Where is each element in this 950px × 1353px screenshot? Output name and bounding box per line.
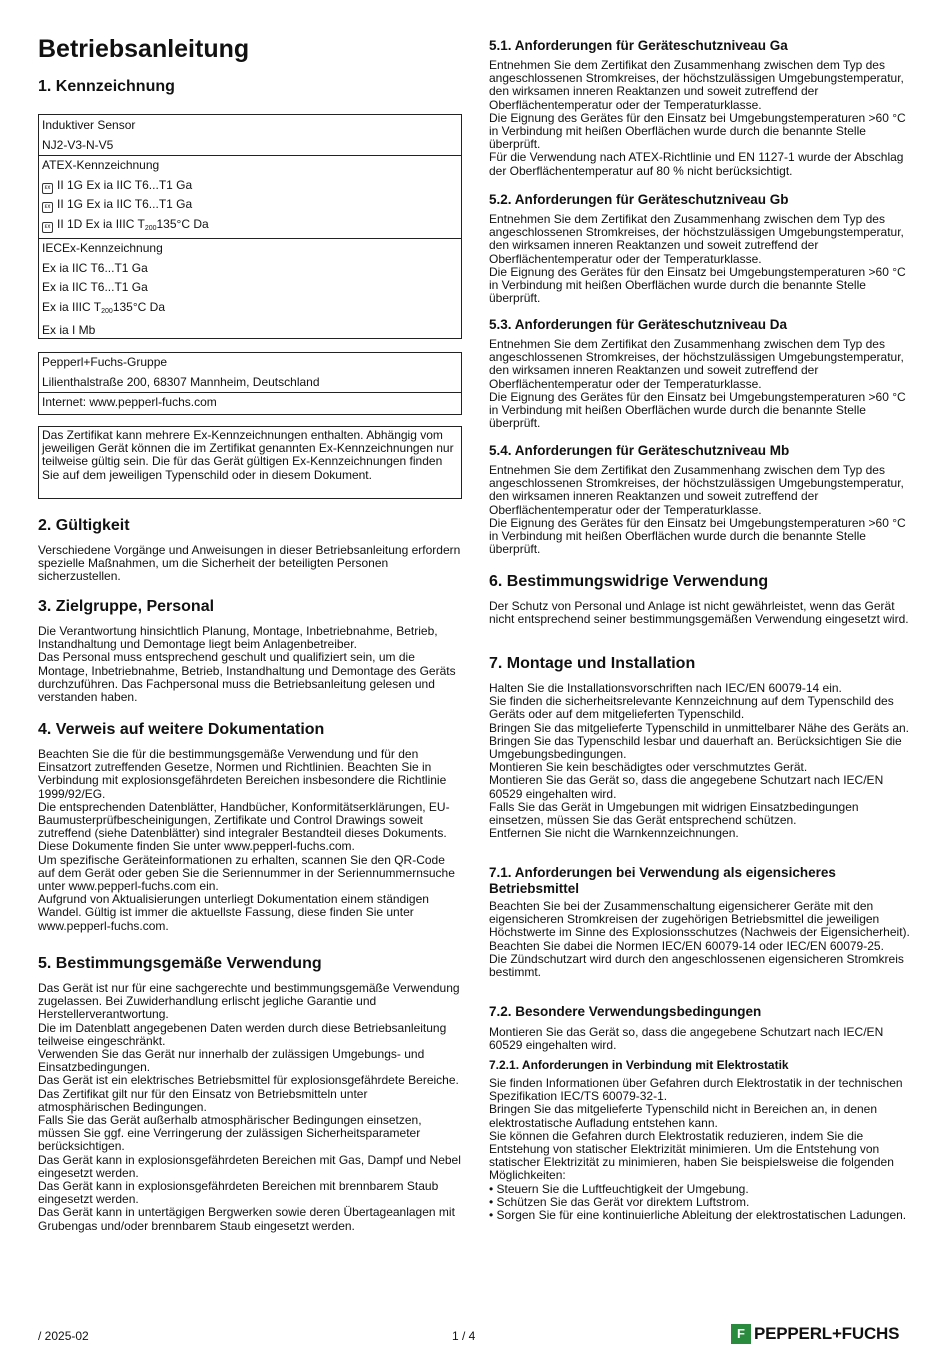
pepperl-fuchs-logo-icon xyxy=(731,1323,899,1345)
section-2-heading: 2. Gültigkeit xyxy=(38,517,130,534)
section-7-heading: 7. Montage und Installation xyxy=(489,655,696,672)
logo-text: PEPPERL+FUCHS xyxy=(754,1324,900,1343)
section-5-text: Das Gerät ist nur für eine sachgerechte und bestimmungsgemäße Verwendung zugelassen. Bei Zuwiderhandlung erlischt jegliche Garantie und Herstellerverantwortung. Die im Datenblatt angegebenen Daten werden durch diese Betriebsanleitung teilweise eingeschränkt. Verwenden Sie das Gerät nur innerhalb der zulässigen Umgebungs- und Einsatzbedingungen. Das Gerät ist ein elektrisches Betriebsmittel für explosionsgefährdete Bereiche. Das Zertifikat gilt nur für den Einsatz von Betriebsmitteln unter atmosphärischen Bedingungen. Falls Sie das Gerät außerhalb atmosphärischer Bedingungen einsetzen, müssen Sie ggf. eine Verringerung der zulässigen Sicherheitsparameter berücksichtigen. Das Gerät kann in explosionsgefährdeten Bereichen mit Gas, Dampf und Nebel eingesetzt werden. Das Gerät kann in explosionsgefährdeten Bereichen mit brennbarem Staub eingesetzt werden. Das Gerät kann in untertägigen Bergwerken sowie deren Übertageanlagen mit Grubengas und/oder brennbarem Staub eingesetzt werden. xyxy=(38,981,461,1233)
section-5-4-heading: 5.4. Anforderungen für Geräteschutzniveau Mb xyxy=(489,443,790,458)
section-5-heading: 5. Bestimmungsgemäße Verwendung xyxy=(38,955,322,972)
section-5-4-text: Entnehmen Sie dem Zertifikat den Zusammenhang zwischen dem Typ des angeschlossenen Stromkreises, der höchstzulässigen Umgebungstemperatur, den wirksamen inneren Reaktanzen und soweit zutreffend der Oberflächentemperatur oder der Temperaturklasse. Die Eignung des Gerätes für den Einsatz bei Umgebungstemperaturen >60 °C in Verbindung mit heißen Oberflächen wurde durch die benannte Stelle überprüft. xyxy=(489,463,906,557)
company-name: Pepperl+Fuchs-Gruppe xyxy=(42,355,168,369)
list-item: • Schützen Sie das Gerät vor direktem Luftstrom. xyxy=(489,1194,750,1209)
section-5-3-heading: 5.3. Anforderungen für Geräteschutzniveau Da xyxy=(489,317,788,332)
iecex-marking-3: Ex ia IIIC $T_{200}135^\circ C$ Da xyxy=(42,299,165,315)
ex-marking-icon: εx xyxy=(42,222,53,233)
atex-marking-3: εx II 1D Ex ia IIIC $T_{200}135^\circ C$ Da xyxy=(39,215,461,239)
atex-marking-1: εx II 1G Ex ia IIC T6...T1 Ga xyxy=(39,176,461,196)
iecex-marking-1: Ex ia IIC T6...T1 Ga xyxy=(42,260,148,275)
section-7-2-1-heading: 7.2.1. Anforderungen in Verbindung mit Elektrostatik xyxy=(489,1058,789,1072)
company-internet: Internet: www.pepperl-fuchs.com xyxy=(42,395,217,409)
electrostatics-measures-list xyxy=(489,1183,913,1223)
list-item: • Sorgen Sie für eine kontinuierliche Ableitung der elektrostatischen Ladungen. xyxy=(489,1208,907,1223)
section-3-heading: 3. Zielgruppe, Personal xyxy=(38,598,215,615)
section-7-2-heading: 7.2. Besondere Verwendungsbedingungen xyxy=(489,1004,762,1019)
product-type: Induktiver Sensor xyxy=(42,118,136,132)
section-5-2-heading: 5.2. Anforderungen für Geräteschutzniveau Gb xyxy=(489,192,789,207)
manufacturer-table xyxy=(38,352,462,415)
marking-table xyxy=(38,114,462,339)
section-5-1-heading: 5.1. Anforderungen für Geräteschutzniveau Ga xyxy=(489,38,788,53)
section-4-text: Beachten Sie die für die bestimmungsgemäße Verwendung und für den Einsatzort zutreffenden Gesetze, Normen und Richtlinien. Beachten Sie in Verbindung mit explosionsgefährdeten Bereichen insbesondere die Richtlinie 1999/92/EG. Die entsprechenden Datenblätter, Handbücher, Konformitätserklärungen, EU-Baumusterprüfbescheinigungen, Zertifikate und Control Drawings soweit zutreffend (siehe Datenblätter) sind integraler Bestandteil dieses Dokuments. Diese Dokumente finden Sie unter www.pepperl-fuchs.com. Um spezifische Geräteinformationen zu erhalten, scannen Sie den QR-Code auf dem Gerät oder geben Sie die Seriennummer in der Seriennummernsuche unter www.pepperl-fuchs.com ein. Aufgrund von Aktualisierungen unterliegt Dokumentation einem ständigen Wandel. Gültig ist immer die aktuellste Fassung, diese finden Sie unter www.pepperl-fuchs.com. xyxy=(38,747,455,933)
ex-marking-icon: εx xyxy=(42,183,53,194)
ex-marking-icon: εx xyxy=(42,202,53,213)
section-1-heading: 1. Kennzeichnung xyxy=(38,78,175,95)
list-item: • Steuern Sie die Luftfeuchtigkeit der Umgebung. xyxy=(489,1181,749,1196)
section-7-1-text: Beachten Sie bei der Zusammenschaltung eigensicherer Geräte mit den eigensicheren Stromkreisen der zugehörigen Betriebsmittel die jeweiligen Höchstwerte im Sinne des Explosionsschutzes (Nachweis der Eigensicherheit). Beachten Sie dabei die Normen IEC/EN 60079-14 oder IEC/EN 60079-25. Die Zündschutzart wird durch den angeschlossenen eigensicheren Stromkreis bestimmt. xyxy=(489,899,910,980)
iecex-heading: IECEx-Kennzeichnung xyxy=(42,241,163,255)
atex-heading: ATEX-Kennzeichnung xyxy=(42,158,160,172)
section-4-heading: 4. Verweis auf weitere Dokumentation xyxy=(38,721,325,738)
page-number: 1 / 4 xyxy=(452,1329,476,1343)
company-address: Lilienthalstraße 200, 68307 Mannheim, Deutschland xyxy=(42,374,320,389)
section-7-text: Halten Sie die Installationsvorschriften nach IEC/EN 60079-14 ein. Sie finden die sicherheitsrelevante Kennzeichnung auf dem Typenschild des Geräts oder auf dem mitgelieferten Typenschild. Bringen Sie das mitgelieferte Typenschild in unmittelbarer Nähe des Geräts an. Bringen Sie das Typenschild lesbar und dauerhaft an. Berücksichtigen Sie die Umgebungsbedingungen. Montieren Sie kein beschädigtes oder verschmutztes Gerät. Montieren Sie das Gerät so, dass die angegebene Schutzart nach IEC/EN 60529 eingehalten wird. Falls Sie das Gerät in Umgebungen mit widrigen Einsatzbedingungen einsetzen, müssen Sie das Gerät entsprechend schützen. Entfernen Sie nicht die Warnkennzeichnungen. xyxy=(489,681,910,841)
logo-mark: F xyxy=(731,1324,751,1344)
section-7-2-text: Montieren Sie das Gerät so, dass die angegebene Schutzart nach IEC/EN 60529 eingehalten wird. xyxy=(489,1025,884,1053)
product-code: NJ2-V3-N-V5 xyxy=(42,138,114,152)
section-6-text: Der Schutz von Personal und Anlage ist nicht gewährleistet, wenn das Gerät nicht entsprechend seiner bestimmungsgemäßen Verwendung eingesetzt wird. xyxy=(489,599,909,627)
section-5-3-text: Entnehmen Sie dem Zertifikat den Zusammenhang zwischen dem Typ des angeschlossenen Stromkreises, der höchstzulässigen Umgebungstemperatur, den wirksamen inneren Reaktanzen und soweit zutreffend der Oberflächentemperatur oder der Temperaturklasse. Die Eignung des Gerätes für den Einsatz bei Umgebungstemperaturen >60 °C in Verbindung mit heißen Oberflächen wurde durch die benannte Stelle überprüft. xyxy=(489,337,906,431)
document-title: Betriebsanleitung xyxy=(38,35,250,63)
iecex-marking-2: Ex ia IIC T6...T1 Ga xyxy=(42,280,148,294)
section-7-1-heading: 7.1. Anforderungen bei Verwendung als eigensicheres Betriebsmittel xyxy=(489,865,836,896)
footer-date: / 2025-02 xyxy=(38,1329,89,1343)
iecex-marking-4: Ex ia I Mb xyxy=(42,323,96,337)
section-5-1-text: Entnehmen Sie dem Zertifikat den Zusammenhang zwischen dem Typ des angeschlossenen Stromkreises, der höchstzulässigen Umgebungstemperatur, den wirksamen inneren Reaktanzen und soweit zutreffend der Oberflächentemperatur oder der Temperaturklasse. Die Eignung des Gerätes für den Einsatz bei Umgebungstemperaturen >60 °C in Verbindung mit heißen Oberflächen wurde durch die benannte Stelle überprüft. Für die Verwendung nach ATEX-Richtlinie und EN 1127-1 wurde der Abschlag der Oberflächentemperatur auf 80 % nicht berücksichtigt. xyxy=(489,58,906,178)
section-3-text: Die Verantwortung hinsichtlich Planung, Montage, Inbetriebnahme, Betrieb, Instandhaltung und Demontage liegt beim Anlagenbetreiber. Das Personal muss entsprechend geschult und qualifiziert sein, um die Montage, Inbetriebnahme, Betrieb, Instandhaltung und Demontage des Geräts durchzuführen. Das Fachpersonal muss die Betriebsanleitung gelesen und verstanden haben. xyxy=(38,624,456,705)
section-2-text: Verschiedene Vorgänge und Anweisungen in dieser Betriebsanleitung erfordern spezielle Maßnahmen, um die Sicherheit der beteiligten Personen sicherzustellen. xyxy=(38,543,461,584)
certificate-note: Das Zertifikat kann mehrere Ex-Kennzeichnungen enthalten. Abhängig vom jeweiligen Gerät können die im Zertifikat genannten Ex-Kennzeichnungen nur teilweise gültig sein. Die für das Gerät gültigen Ex-Kennzeichnungen finden Sie auf dem jeweiligen Typenschild oder in diesem Dokument. xyxy=(38,426,462,499)
section-5-2-text: Entnehmen Sie dem Zertifikat den Zusammenhang zwischen dem Typ des angeschlossenen Stromkreises, der höchstzulässigen Umgebungstemperatur, den wirksamen inneren Reaktanzen und soweit zutreffend der Oberflächentemperatur oder der Temperaturklasse. Die Eignung des Gerätes für den Einsatz bei Umgebungstemperaturen >60 °C in Verbindung mit heißen Oberflächen wurde durch die benannte Stelle überprüft. xyxy=(489,212,906,306)
section-6-heading: 6. Bestimmungswidrige Verwendung xyxy=(489,573,769,590)
section-7-2-1-text: Sie finden Informationen über Gefahren durch Elektrostatik in der technischen Spezifikation IEC/TS 60079-32-1. Bringen Sie das mitgelieferte Typenschild nicht in Bereichen an, in denen elektrostatische Aufladung entstehen kann. Sie können die Gefahren durch Elektrostatik reduzieren, indem Sie die Entstehung von statischer Elektrizität minimieren. Um die Entstehung von statischer Elektrizität zu minimieren, haben Sie beispielsweise die folgenden Möglichkeiten: • Steuern Sie die Luftfeuchtigkeit der Umgebung. • Schützen Sie das Gerät vor direktem Luftstrom. • Sorgen Sie für eine kontinuierliche Ableitung der elektrostatischen Ladungen. xyxy=(489,1077,913,1222)
atex-marking-2: εx II 1G Ex ia IIC T6...T1 Ga xyxy=(39,195,461,215)
